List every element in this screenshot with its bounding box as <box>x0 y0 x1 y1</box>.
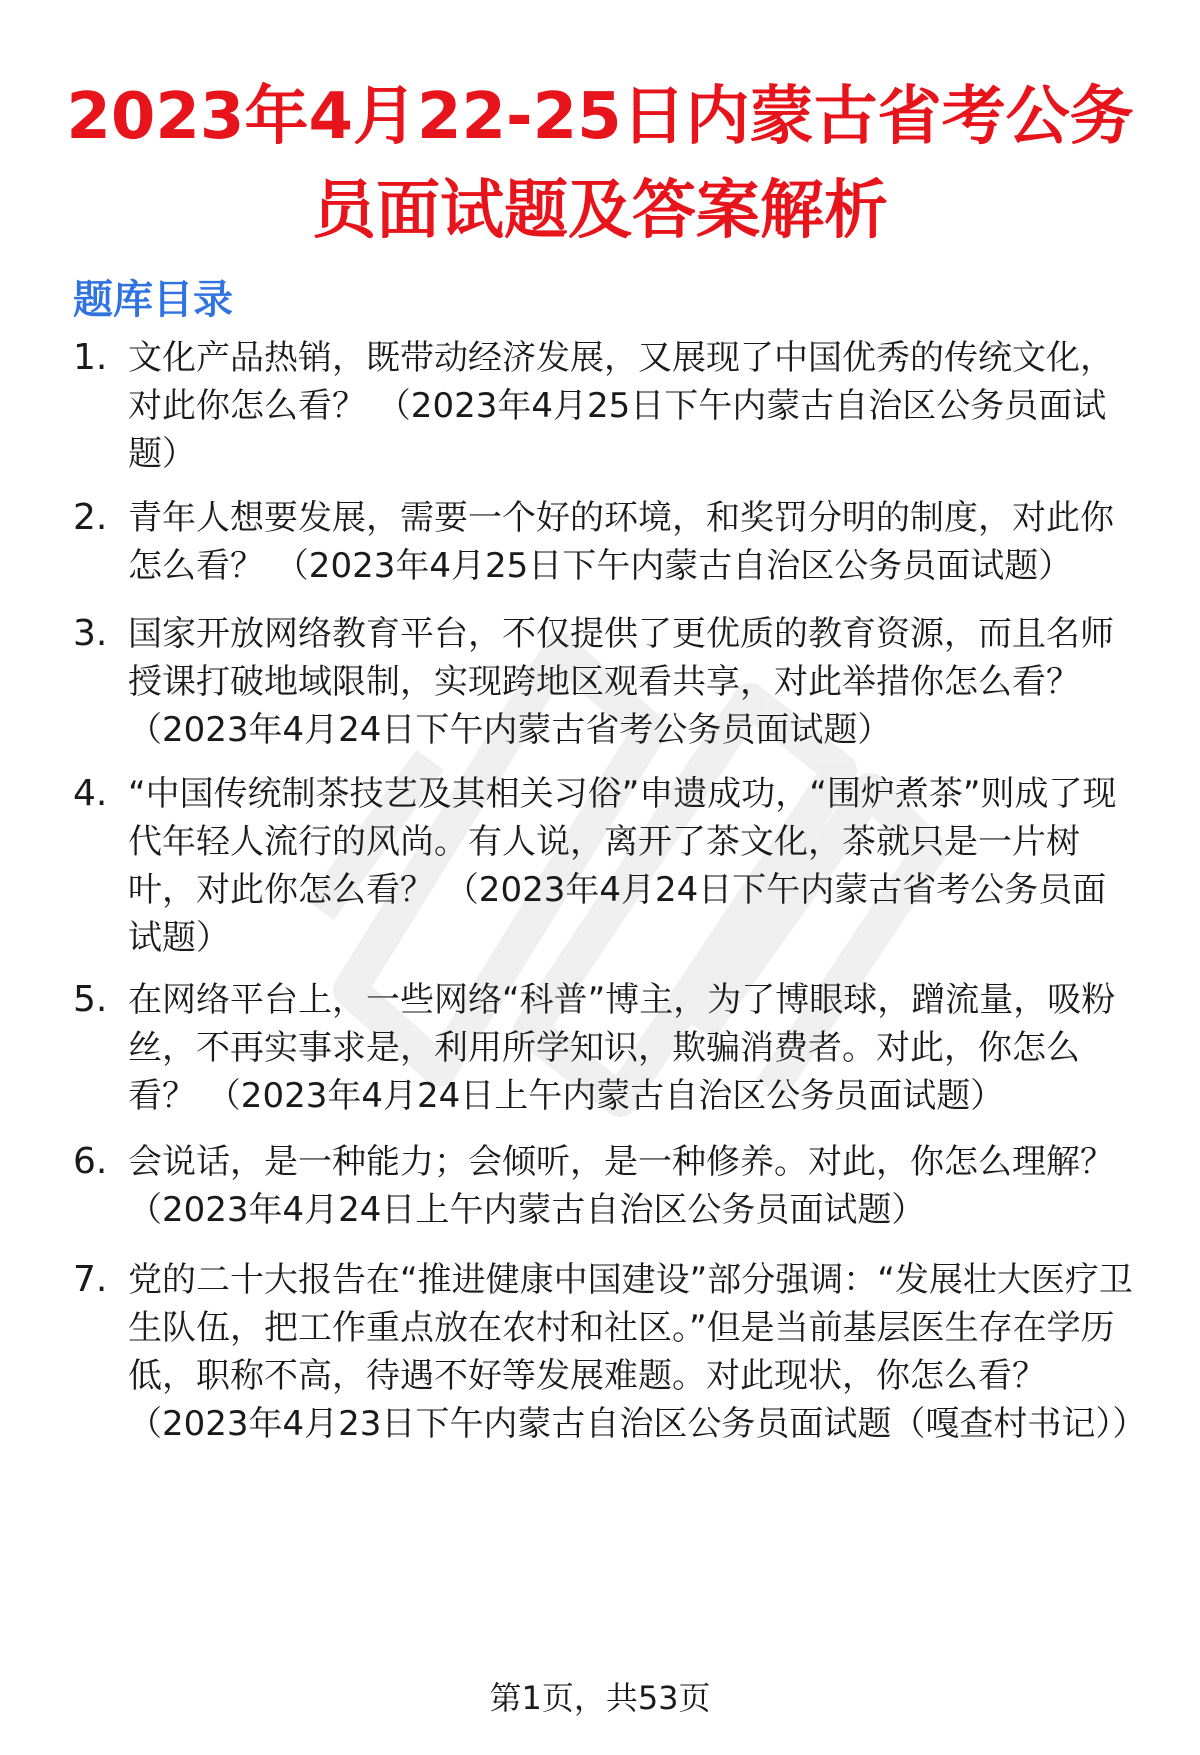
item-text: 文化产品热销，既带动经济发展，又展现了中国优秀的传统文化，对此你怎么看？ （2023年4月25日下午内蒙古自治区公务员面试题） <box>128 338 1114 474</box>
item-number: 4. <box>73 773 108 814</box>
item-number: 5. <box>73 979 108 1020</box>
item-number: 6. <box>73 1141 108 1182</box>
item-text: 党的二十大报告在“推进健康中国建设”部分强调：“发展壮大医疗卫生队伍，把工作重点放在农村和社区。”但是当前基层医生存在学历低，职称不高，待遇不好等发展难题。对此现状，你怎么看？ （2023年4月23日下午内蒙古自治区公务员面试题（嘎查村书记）） <box>128 1260 1147 1444</box>
item-text: 在网络平台上，一些网络“科普”博主，为了博眼球，蹭流量，吸粉丝，不再实事求是，利用所学知识，欺骗消费者。对此，你怎么看？ （2023年4月24日上午内蒙古自治区公务员面试题） <box>128 980 1116 1116</box>
toc-heading: 题库目录 <box>73 277 233 323</box>
item-number: 1. <box>73 337 108 378</box>
item-text: 会说话，是一种能力；会倾听，是一种修养。对此，你怎么理解？ （2023年4月24日上午内蒙古自治区公务员面试题） <box>128 1142 1114 1230</box>
item-text: 国家开放网络教育平台，不仅提供了更优质的教育资源，而且名师授课打破地域限制，实现跨地区观看共享，对此举措你怎么看？ （2023年4月24日下午内蒙古省考公务员面试题） <box>128 614 1114 750</box>
item-number: 7. <box>73 1259 108 1300</box>
item-number: 2. <box>73 497 108 538</box>
page-title: 2023年4月22-25日内蒙古省考公务员面试题及答案解析 <box>66 80 1134 248</box>
item-text: “中国传统制茶技艺及其相关习俗”申遗成功，“围炉煮茶”则成了现代年轻人流行的风尚。有人说，离开了茶文化，茶就只是一片树叶，对此你怎么看？ （2023年4月24日下午内蒙古省考公务员面试题） <box>128 774 1117 958</box>
item-number: 3. <box>73 613 108 654</box>
item-text: 青年人想要发展，需要一个好的环境，和奖罚分明的制度，对此你怎么看？ （2023年4月25日下午内蒙古自治区公务员面试题） <box>128 498 1114 586</box>
page-footer: 第1页，共53页 <box>489 1679 711 1717</box>
